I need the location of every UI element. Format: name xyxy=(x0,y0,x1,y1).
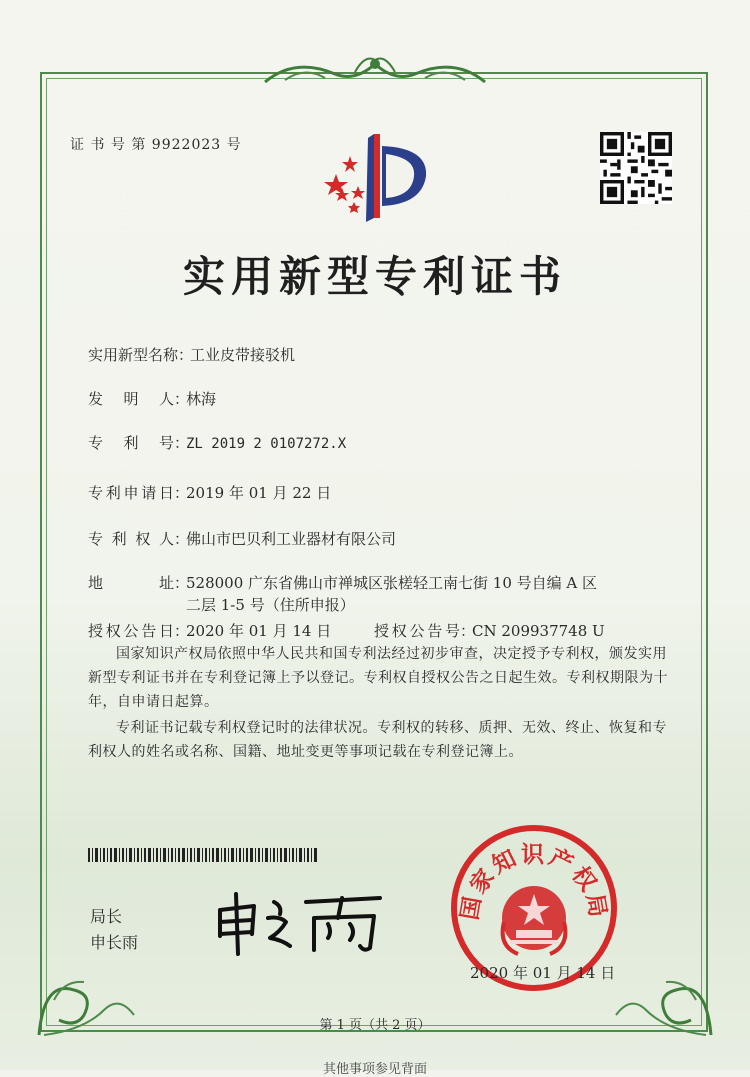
field-label: 专利权人 xyxy=(88,530,174,548)
back-note: 其他事项参见背面 xyxy=(322,1062,427,1077)
signatory-role: 局长 xyxy=(90,907,123,926)
field-patentee: 专利权人：佛山市巴贝利工业器材有限公司 xyxy=(88,530,397,548)
field-application-date: 专利申请日：2019 年 01 月 22 日 xyxy=(88,484,332,502)
field-label: 发明人 xyxy=(88,390,174,408)
signatory-name: 申长雨 xyxy=(90,933,139,952)
certificate-title: 实用新型专利证书 xyxy=(182,252,567,301)
seal-text: 国家知识产权局 xyxy=(456,842,612,923)
field-announcement-date: 授权公告日：2020 年 01 月 14 日 xyxy=(88,622,332,640)
top-ornament xyxy=(255,52,495,92)
field-label: 授权公告号 xyxy=(374,622,460,640)
field-value: 林海 xyxy=(186,390,217,408)
field-value: 528000 广东省佛山市禅城区张槎轻工南七街 10 号自编 A 区 xyxy=(186,574,598,592)
field-value: 工业皮带接驳机 xyxy=(190,346,296,364)
field-value: ZL 2019 2 0107272.X xyxy=(186,436,347,452)
paragraph-grant: 国家知识产权局依照中华人民共和国专利法经过初步审查，决定授予专利权，颁发实用新型专利证书并在专利登记簿上予以登记。专利权自授权公告之日起生效。专利权期限为十年，自申请日起算。 xyxy=(88,646,668,710)
field-label: 实用新型名称 xyxy=(88,346,179,364)
paragraph-legal-status: 专利证书记载专利权登记时的法律状况。专利权的转移、质押、无效、终止、恢复和专利权人的姓名或名称、国籍、地址变更等事项记载在专利登记簿上。 xyxy=(88,720,667,760)
field-value: 佛山市巴贝利工业器材有限公司 xyxy=(186,530,397,548)
field-label: 授权公告日 xyxy=(88,622,174,640)
certificate-number-label: 证 书 号 xyxy=(70,137,126,153)
field-label: 专利申请日 xyxy=(88,484,174,502)
field-address: 地址：528000 广东省佛山市禅城区张槎轻工南七街 10 号自编 A 区 xyxy=(88,574,598,592)
certificate-number xyxy=(70,134,242,154)
page-number: 第 1 页（共 2 页） xyxy=(319,1018,431,1033)
field-value: 2019 年 01 月 22 日 xyxy=(186,484,332,502)
field-value: CN 209937748 U xyxy=(472,622,605,640)
certificate-number-value: 第 9922023 号 xyxy=(131,137,242,153)
qr-code xyxy=(600,132,672,204)
field-announcement-number: 授权公告号：CN 209937748 U xyxy=(374,622,605,640)
field-address-line2 xyxy=(186,594,355,615)
field-patent-number: 专利号：ZL 2019 2 0107272.X xyxy=(88,434,347,452)
field-value: 二层 1-5 号（住所申报） xyxy=(186,596,355,614)
field-label: 地址 xyxy=(88,574,174,592)
signature xyxy=(210,888,390,958)
patent-office-logo xyxy=(318,126,438,226)
field-utility-model-name: 实用新型名称：工业皮带接驳机 xyxy=(88,346,296,364)
field-value: 2020 年 01 月 14 日 xyxy=(186,622,332,640)
field-label: 专利号 xyxy=(88,434,174,452)
seal-date: 2020 年 01 月 14 日 xyxy=(470,964,616,982)
field-inventor: 发明人：林海 xyxy=(88,390,217,408)
barcode xyxy=(88,848,318,862)
